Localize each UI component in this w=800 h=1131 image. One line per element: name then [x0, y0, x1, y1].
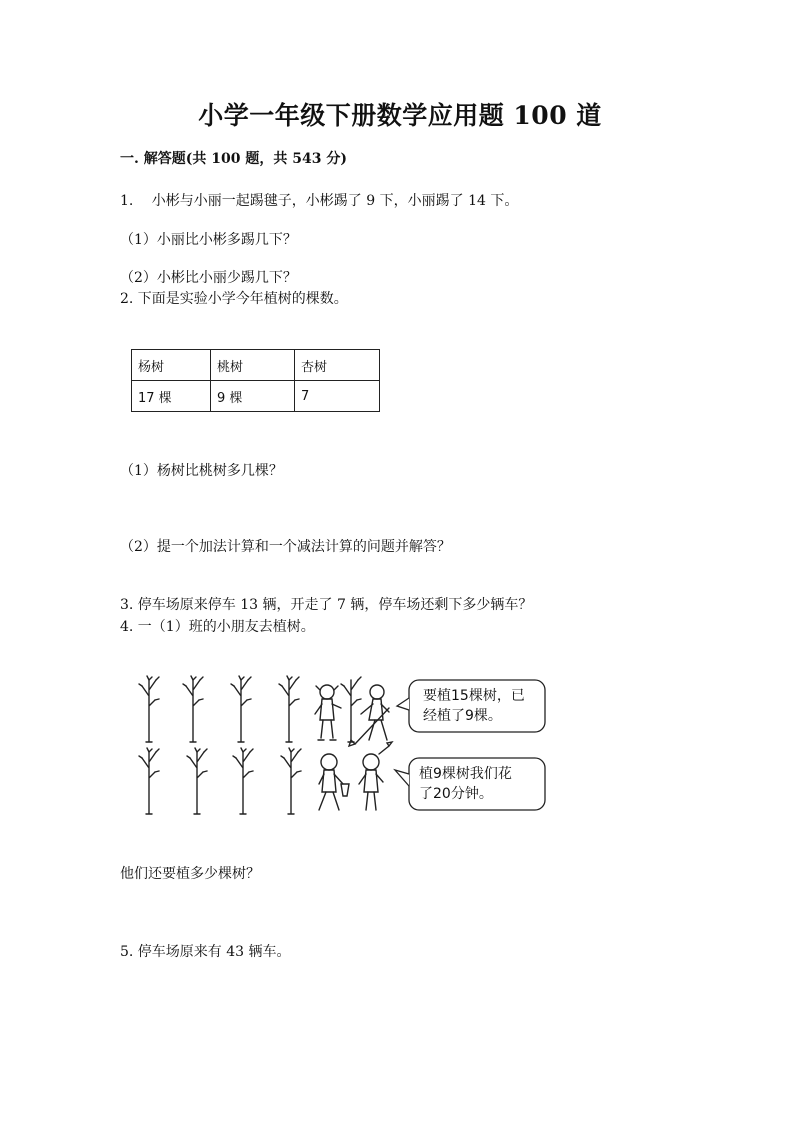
speech-bubble-1-line-1: 要植15棵树，已 [423, 688, 525, 704]
section-heading: 一. 解答题(共 100 题，共 543 分) [120, 151, 347, 167]
table-header-cell: 杨树 [132, 350, 211, 381]
sapling-icon [281, 748, 301, 814]
sapling-icon [187, 748, 207, 814]
table-cell: 17 棵 [132, 381, 211, 412]
question-3-stem: 3. 停车场原来停车 13 辆，开走了 7 辆，停车场还剩下多少辆车？ [120, 597, 533, 613]
speech-bubble-1-line-2: 经植了9棵。 [423, 708, 502, 724]
sapling-icon [233, 748, 253, 814]
question-2-stem: 2. 下面是实验小学今年植树的棵数。 [120, 291, 348, 307]
question-4-stem: 4. 一（1）班的小朋友去植树。 [120, 619, 315, 635]
question-2-part-2: （2）提一个加法计算和一个减法计算的问题并解答？ [120, 539, 451, 555]
child-figure-icon [315, 685, 341, 740]
sapling-icon [183, 676, 203, 742]
table-row [132, 381, 380, 412]
question-2-part-1: （1）杨树比桃树多几棵？ [120, 463, 283, 479]
sapling-icon [139, 676, 159, 742]
question-1-part-1: （1）小丽比小彬多踢几下？ [120, 232, 297, 248]
question-5-stem: 5. 停车场原来有 43 辆车。 [120, 944, 291, 960]
question-1-stem: 1. 小彬与小丽一起踢毽子，小彬踢了 9 下，小丽踢了 14 下。 [120, 193, 519, 209]
table-header-cell: 桃树 [211, 350, 295, 381]
sapling-icon [279, 676, 299, 742]
child-digging-icon [349, 685, 389, 746]
tree-planting-illustration [129, 670, 551, 818]
child-with-bucket-icon [319, 754, 349, 810]
question-4-question: 他们还要植多少棵树？ [120, 866, 260, 882]
sapling-icon [341, 677, 361, 742]
speech-bubble-2-line-1: 植9棵树我们花 [419, 766, 512, 782]
table-header-cell: 杏树 [295, 350, 380, 381]
table-header-row [132, 350, 380, 381]
page-title: 小学一年级下册数学应用题 100 道 [198, 101, 602, 130]
child-with-shovel-icon [359, 742, 392, 810]
question-1-part-2: （2）小彬比小丽少踢几下？ [120, 270, 297, 286]
speech-bubble-2-line-2: 了20分钟。 [419, 786, 493, 802]
sapling-icon [231, 676, 251, 742]
table-cell: 7 [295, 381, 380, 412]
tree-count-table [131, 349, 380, 412]
table-cell: 9 棵 [211, 381, 295, 412]
sapling-icon [139, 748, 159, 814]
